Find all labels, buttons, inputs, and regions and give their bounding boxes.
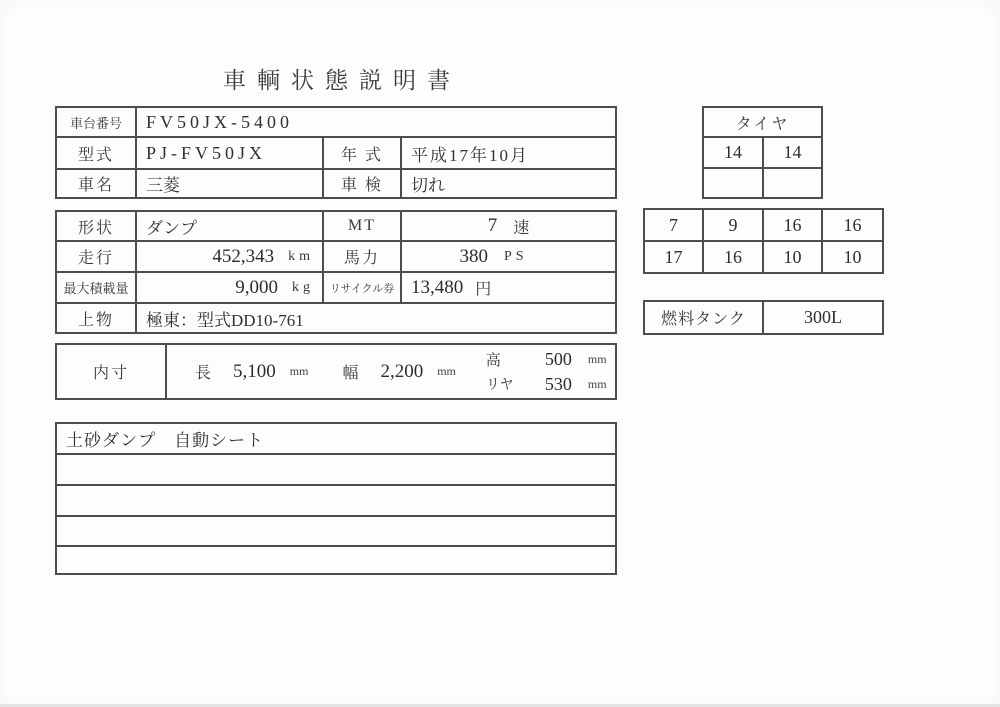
transmission-unit: 速 xyxy=(513,219,530,237)
mileage-unit: km xyxy=(288,248,314,264)
tread-cell: 16 xyxy=(703,241,763,273)
tire-size-empty-left xyxy=(703,168,763,198)
tire-tread-table xyxy=(643,208,884,274)
mileage-number: 452,343 xyxy=(212,245,275,267)
rear-label: リヤ xyxy=(485,378,514,393)
inspection-label: 車 検 xyxy=(323,169,401,198)
name-value: 三菱 xyxy=(136,169,323,198)
height-label: 高 xyxy=(485,352,501,369)
length-number: 5,100 xyxy=(233,360,276,382)
transmission-value xyxy=(401,211,616,241)
shape-value: ダンプ xyxy=(136,211,323,241)
table-row xyxy=(56,241,616,272)
height-number: 500 xyxy=(544,348,572,369)
power-unit: PS xyxy=(503,248,528,264)
fuel-tank-label: 燃料タンク xyxy=(644,301,763,334)
power-label: 馬力 xyxy=(323,241,401,272)
table-row xyxy=(56,137,616,169)
table-row xyxy=(703,107,822,137)
recycle-unit: 円 xyxy=(475,281,492,298)
length-label: 長 xyxy=(195,365,212,382)
recycle-value xyxy=(401,272,616,303)
fuel-tank-table xyxy=(643,300,884,335)
payload-value xyxy=(136,272,323,303)
rear-unit: mm xyxy=(587,376,607,391)
tire-size-front-left: 14 xyxy=(703,137,763,168)
remarks-row xyxy=(56,454,616,485)
remarks-line-1: 土砂ダンプ 自動シート xyxy=(56,423,616,454)
table-row xyxy=(703,168,822,198)
remarks-line-4 xyxy=(56,516,616,546)
model-label: 型式 xyxy=(56,137,136,169)
table-row xyxy=(56,169,616,198)
remarks-row xyxy=(56,516,616,546)
inner-dims-table xyxy=(55,343,617,400)
chassis-label: 車台番号 xyxy=(56,107,136,137)
vehicle-info-table xyxy=(55,106,617,199)
payload-number: 9,000 xyxy=(235,276,278,298)
transmission-speed: 7 xyxy=(487,215,498,236)
length-unit: mm xyxy=(289,364,309,378)
name-label: 車名 xyxy=(56,169,136,198)
body-value: 極東：型式DD10-761 xyxy=(136,303,616,333)
recycle-number: 13,480 xyxy=(411,276,464,298)
width-label: 幅 xyxy=(342,365,359,382)
page-title: 車輌状態説明書 xyxy=(223,68,461,93)
remarks-line-3 xyxy=(56,485,616,516)
rear-number: 530 xyxy=(544,373,572,394)
year-value: 平成17年10月 xyxy=(401,137,616,169)
tire-title: タイヤ xyxy=(703,107,822,137)
remarks-table xyxy=(55,422,617,575)
payload-label: 最大積載量 xyxy=(56,272,136,303)
width-unit: mm xyxy=(437,364,456,378)
chassis-value: FV50JX-5400 xyxy=(136,107,616,137)
table-row xyxy=(644,209,883,241)
tread-cell: 10 xyxy=(763,241,822,273)
remarks-line-5 xyxy=(56,546,616,574)
height-unit: mm xyxy=(587,351,607,366)
tire-size-empty-right xyxy=(763,168,822,198)
remarks-line-2 xyxy=(56,454,616,485)
remarks-row xyxy=(56,546,616,574)
width-number: 2,200 xyxy=(380,360,424,382)
table-row xyxy=(703,137,822,168)
year-label: 年 式 xyxy=(323,137,401,169)
table-row xyxy=(644,241,883,273)
spec-table xyxy=(55,210,617,334)
fuel-tank-capacity: 300L xyxy=(763,301,883,334)
inner-dims-values xyxy=(166,344,616,399)
tire-size-table xyxy=(702,106,823,199)
model-value: PJ-FV50JX xyxy=(136,137,323,169)
table-row xyxy=(56,344,616,399)
tread-cell: 7 xyxy=(644,209,703,241)
table-row xyxy=(56,272,616,303)
tread-cell: 17 xyxy=(644,241,703,273)
tread-cell: 16 xyxy=(763,209,822,241)
table-row xyxy=(56,107,616,137)
mileage-label: 走行 xyxy=(56,241,136,272)
payload-unit: kg xyxy=(292,279,314,295)
table-row xyxy=(644,301,883,334)
shape-label: 形状 xyxy=(56,211,136,241)
tire-size-front-right: 14 xyxy=(763,137,822,168)
table-row xyxy=(56,303,616,333)
tread-cell: 10 xyxy=(822,241,883,273)
power-value xyxy=(401,241,616,272)
mileage-value xyxy=(136,241,323,272)
recycle-label: リサイクル券 xyxy=(323,272,401,303)
tread-cell: 16 xyxy=(822,209,883,241)
inspection-value: 切れ xyxy=(401,169,616,198)
table-row xyxy=(56,211,616,241)
tread-cell: 9 xyxy=(703,209,763,241)
remarks-row xyxy=(56,423,616,454)
body-label: 上物 xyxy=(56,303,136,333)
power-number: 380 xyxy=(459,245,488,267)
remarks-row xyxy=(56,485,616,516)
inner-dims-label: 内寸 xyxy=(56,344,166,399)
transmission-label: MT xyxy=(323,211,401,241)
